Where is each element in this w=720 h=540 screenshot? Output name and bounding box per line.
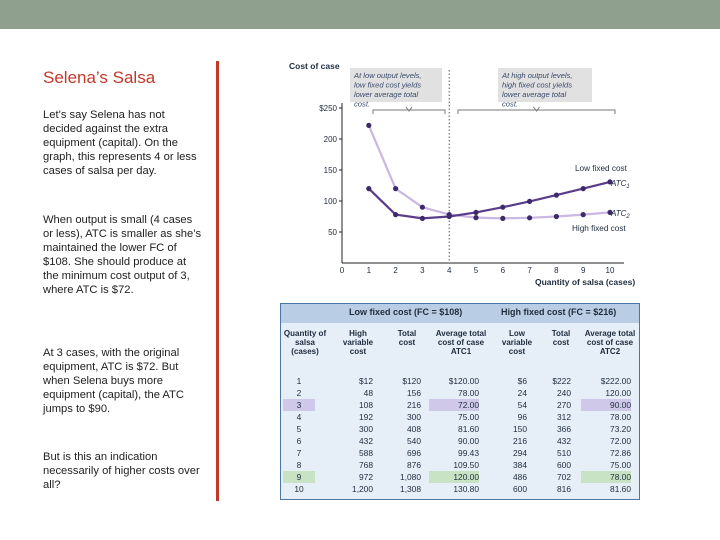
table-cell: $120.00 [448, 376, 479, 386]
legend-atc2-text: ATC [611, 209, 627, 218]
table-row [281, 387, 639, 399]
x-tick-label: 5 [473, 266, 479, 275]
table-cell: 600 [513, 484, 527, 494]
x-tick-label: 7 [527, 266, 532, 275]
legend-atc2-label [610, 209, 630, 220]
annotation-line: high fixed cost yields [502, 80, 573, 90]
table-cell: 216 [513, 436, 527, 446]
table-cell: 9 [283, 471, 315, 483]
table-cell: 384 [513, 460, 527, 470]
table-cell: 78.00 [610, 412, 631, 422]
table-cell: 109.50 [453, 460, 479, 470]
series-line-atc1 [369, 182, 610, 219]
data-point-atc2 [366, 123, 371, 128]
data-point-atc1 [527, 199, 532, 204]
annotation-high-output [458, 68, 615, 114]
table-cell: 73.20 [610, 424, 631, 434]
table-cell: 7 [296, 448, 302, 458]
x-tick-label: 6 [500, 266, 506, 275]
paragraph-4: But is this an indication necessarily of higher costs over all? [43, 451, 200, 491]
annotation-line: lower average total [502, 90, 567, 99]
x-tick-label: 9 [580, 266, 586, 275]
col-header-quantity: Quantity of salsa (cases) [283, 329, 327, 356]
paragraph-3: At 3 cases, with the original equipment, ATC is $72. But when Selena buys more equipment (capital), the ATC jumps to $90. [43, 347, 184, 415]
group-header-high: High fixed cost (FC = $216) [501, 307, 617, 317]
y-tick-label: 100 [323, 197, 337, 206]
table-cell: 876 [407, 460, 421, 470]
table-row [281, 483, 639, 495]
y-tick-label: 200 [323, 135, 337, 144]
table-cell: 1,308 [400, 484, 421, 494]
table-cell: 81.60 [610, 484, 631, 494]
legend-low-fixed-cost: Low fixed cost [575, 164, 627, 173]
table-row [281, 375, 639, 387]
col-header-atc2: Average total cost of case ATC2 [584, 329, 636, 356]
table-cell: 72.00 [429, 399, 479, 411]
table-cell: 696 [407, 448, 421, 458]
table-cell: 240 [557, 388, 571, 398]
data-point-atc1 [581, 186, 586, 191]
table-cell: $12 [359, 376, 373, 386]
table-row [281, 399, 639, 411]
table-cell: 432 [557, 436, 571, 446]
x-tick-label: 10 [605, 266, 615, 275]
table-cell: 270 [557, 400, 571, 410]
col-header-high-variable-cost: High variable cost [342, 329, 374, 356]
table-cell: 96 [517, 412, 527, 422]
chart-y-label: Cost of case [289, 61, 340, 71]
table-cell: 1,080 [400, 472, 421, 482]
table-cell: 3 [283, 399, 315, 411]
data-point-atc2 [447, 212, 452, 217]
table-cell: 90.00 [581, 399, 631, 411]
table-cell: 972 [359, 472, 373, 482]
table-cell: 156 [407, 388, 421, 398]
table-cell: 408 [407, 424, 421, 434]
atc-chart [280, 58, 640, 290]
table-cell: 24 [517, 388, 527, 398]
table-cell: 78.00 [458, 388, 479, 398]
legend-atc1-sub: 1 [626, 184, 630, 190]
data-point-atc1 [420, 216, 425, 221]
table-cell: 5 [296, 424, 302, 434]
title-divider [216, 61, 219, 501]
annotation-line: lower average total [354, 90, 419, 99]
table-cell: 8 [296, 460, 302, 470]
table-cell: 90.00 [458, 436, 479, 446]
table-cell: $222 [552, 376, 571, 386]
table-row [281, 459, 639, 471]
legend-atc1-text: ATC [611, 179, 627, 188]
table-cell: 312 [557, 412, 571, 422]
legend-atc2-sub: 2 [626, 214, 630, 220]
legend-atc1-label [610, 179, 630, 190]
table-cell: 486 [513, 472, 527, 482]
cost-table [280, 303, 640, 500]
table-row [281, 423, 639, 435]
table-cell: 48 [363, 388, 373, 398]
group-header-low: Low fixed cost (FC = $108) [349, 307, 463, 317]
table-cell: 108 [359, 400, 373, 410]
table-cell: 54 [517, 400, 527, 410]
table-cell: $6 [517, 376, 527, 386]
data-point-atc1 [366, 186, 371, 191]
data-point-atc1 [554, 193, 559, 198]
annotation-low-output [350, 68, 445, 114]
data-point-atc2 [500, 216, 505, 221]
annotation-line: low fixed cost yields [354, 80, 422, 90]
table-cell: 150 [513, 424, 527, 434]
table-cell: 816 [557, 484, 571, 494]
table-cell: 1,200 [352, 484, 373, 494]
table-cell: 72.00 [610, 436, 631, 446]
x-tick-label: 2 [393, 266, 398, 275]
col-header-low-variable-cost: Low variable cost [501, 329, 533, 356]
col-header-total-cost-1: Total cost [397, 329, 417, 347]
table-cell: 72.86 [610, 448, 631, 458]
table-cell: 300 [407, 412, 421, 422]
table-row [281, 411, 639, 423]
series-line-atc2 [369, 125, 610, 218]
chart-x-label: Quantity of salsa (cases) [535, 277, 636, 287]
table-cell: 540 [407, 436, 421, 446]
y-tick-label: 50 [328, 228, 337, 237]
data-point-atc2 [581, 212, 586, 217]
table-row [281, 447, 639, 459]
x-tick-label: 1 [366, 266, 372, 275]
data-point-atc2 [527, 215, 532, 220]
table-cell: 4 [296, 412, 302, 422]
table-cell: 192 [359, 412, 373, 422]
paragraph-1: Let’s say Selena has not decided against the extra equipment (capital). On the graph, this represents 4 or less cases of salsa per day. [43, 109, 197, 177]
annotation-line: cost. [354, 99, 371, 109]
table-cell: 10 [294, 484, 304, 494]
data-point-atc2 [473, 215, 478, 220]
annotation-line: At high output levels, [502, 71, 573, 80]
table-cell: 600 [557, 460, 571, 470]
table-cell: 99.43 [458, 448, 479, 458]
x-tick-label: 4 [446, 266, 452, 275]
table-row [281, 471, 639, 483]
y-tick-label: $250 [319, 104, 337, 113]
table-row [281, 435, 639, 447]
table-cell: 2 [296, 388, 302, 398]
table-cell: 300 [359, 424, 373, 434]
data-point-atc2 [554, 214, 559, 219]
annotation-line: cost. [502, 99, 519, 109]
x-tick-label: 0 [339, 266, 345, 275]
col-header-total-cost-2: Total cost [551, 329, 571, 347]
table-cell: 81.60 [458, 424, 479, 434]
x-tick-label: 8 [554, 266, 559, 275]
table-cell: 294 [513, 448, 527, 458]
table-cell: 75.00 [458, 412, 479, 422]
table-cell: $120 [402, 376, 421, 386]
paragraph-2: When output is small (4 cases or less), ATC is smaller as she’s maintained the lower FC of $108. She should produce at the minimum cost output of 3, where ATC is $72. [43, 214, 202, 296]
data-point-atc1 [500, 205, 505, 210]
data-point-atc2 [393, 186, 398, 191]
table-body [281, 375, 639, 495]
table-cell: 6 [296, 436, 302, 446]
table-cell: 1 [296, 376, 302, 386]
col-header-atc1: Average total cost of case ATC1 [435, 329, 487, 356]
annotation-line: At low output levels, [354, 71, 422, 80]
data-point-atc1 [393, 212, 398, 217]
x-tick-label: 3 [420, 266, 425, 275]
top-banner [0, 0, 720, 29]
table-cell: 510 [557, 448, 571, 458]
data-point-atc1 [473, 210, 478, 215]
table-cell: 432 [359, 436, 373, 446]
table-cell: 216 [407, 400, 421, 410]
table-cell: 120.00 [429, 471, 479, 483]
table-cell: 588 [359, 448, 373, 458]
table-cell: 366 [557, 424, 571, 434]
table-cell: 130.80 [453, 484, 479, 494]
slide-title: Selena’s Salsa [43, 68, 156, 87]
table-cell: 75.00 [610, 460, 631, 470]
legend-high-fixed-cost: High fixed cost [572, 224, 626, 233]
table-cell: 702 [557, 472, 571, 482]
table-cell: $222.00 [600, 376, 631, 386]
data-point-atc2 [420, 205, 425, 210]
y-tick-label: 150 [323, 166, 337, 175]
table-cell: 120.00 [605, 388, 631, 398]
table-cell: 768 [359, 460, 373, 470]
table-cell: 78.00 [581, 471, 631, 483]
